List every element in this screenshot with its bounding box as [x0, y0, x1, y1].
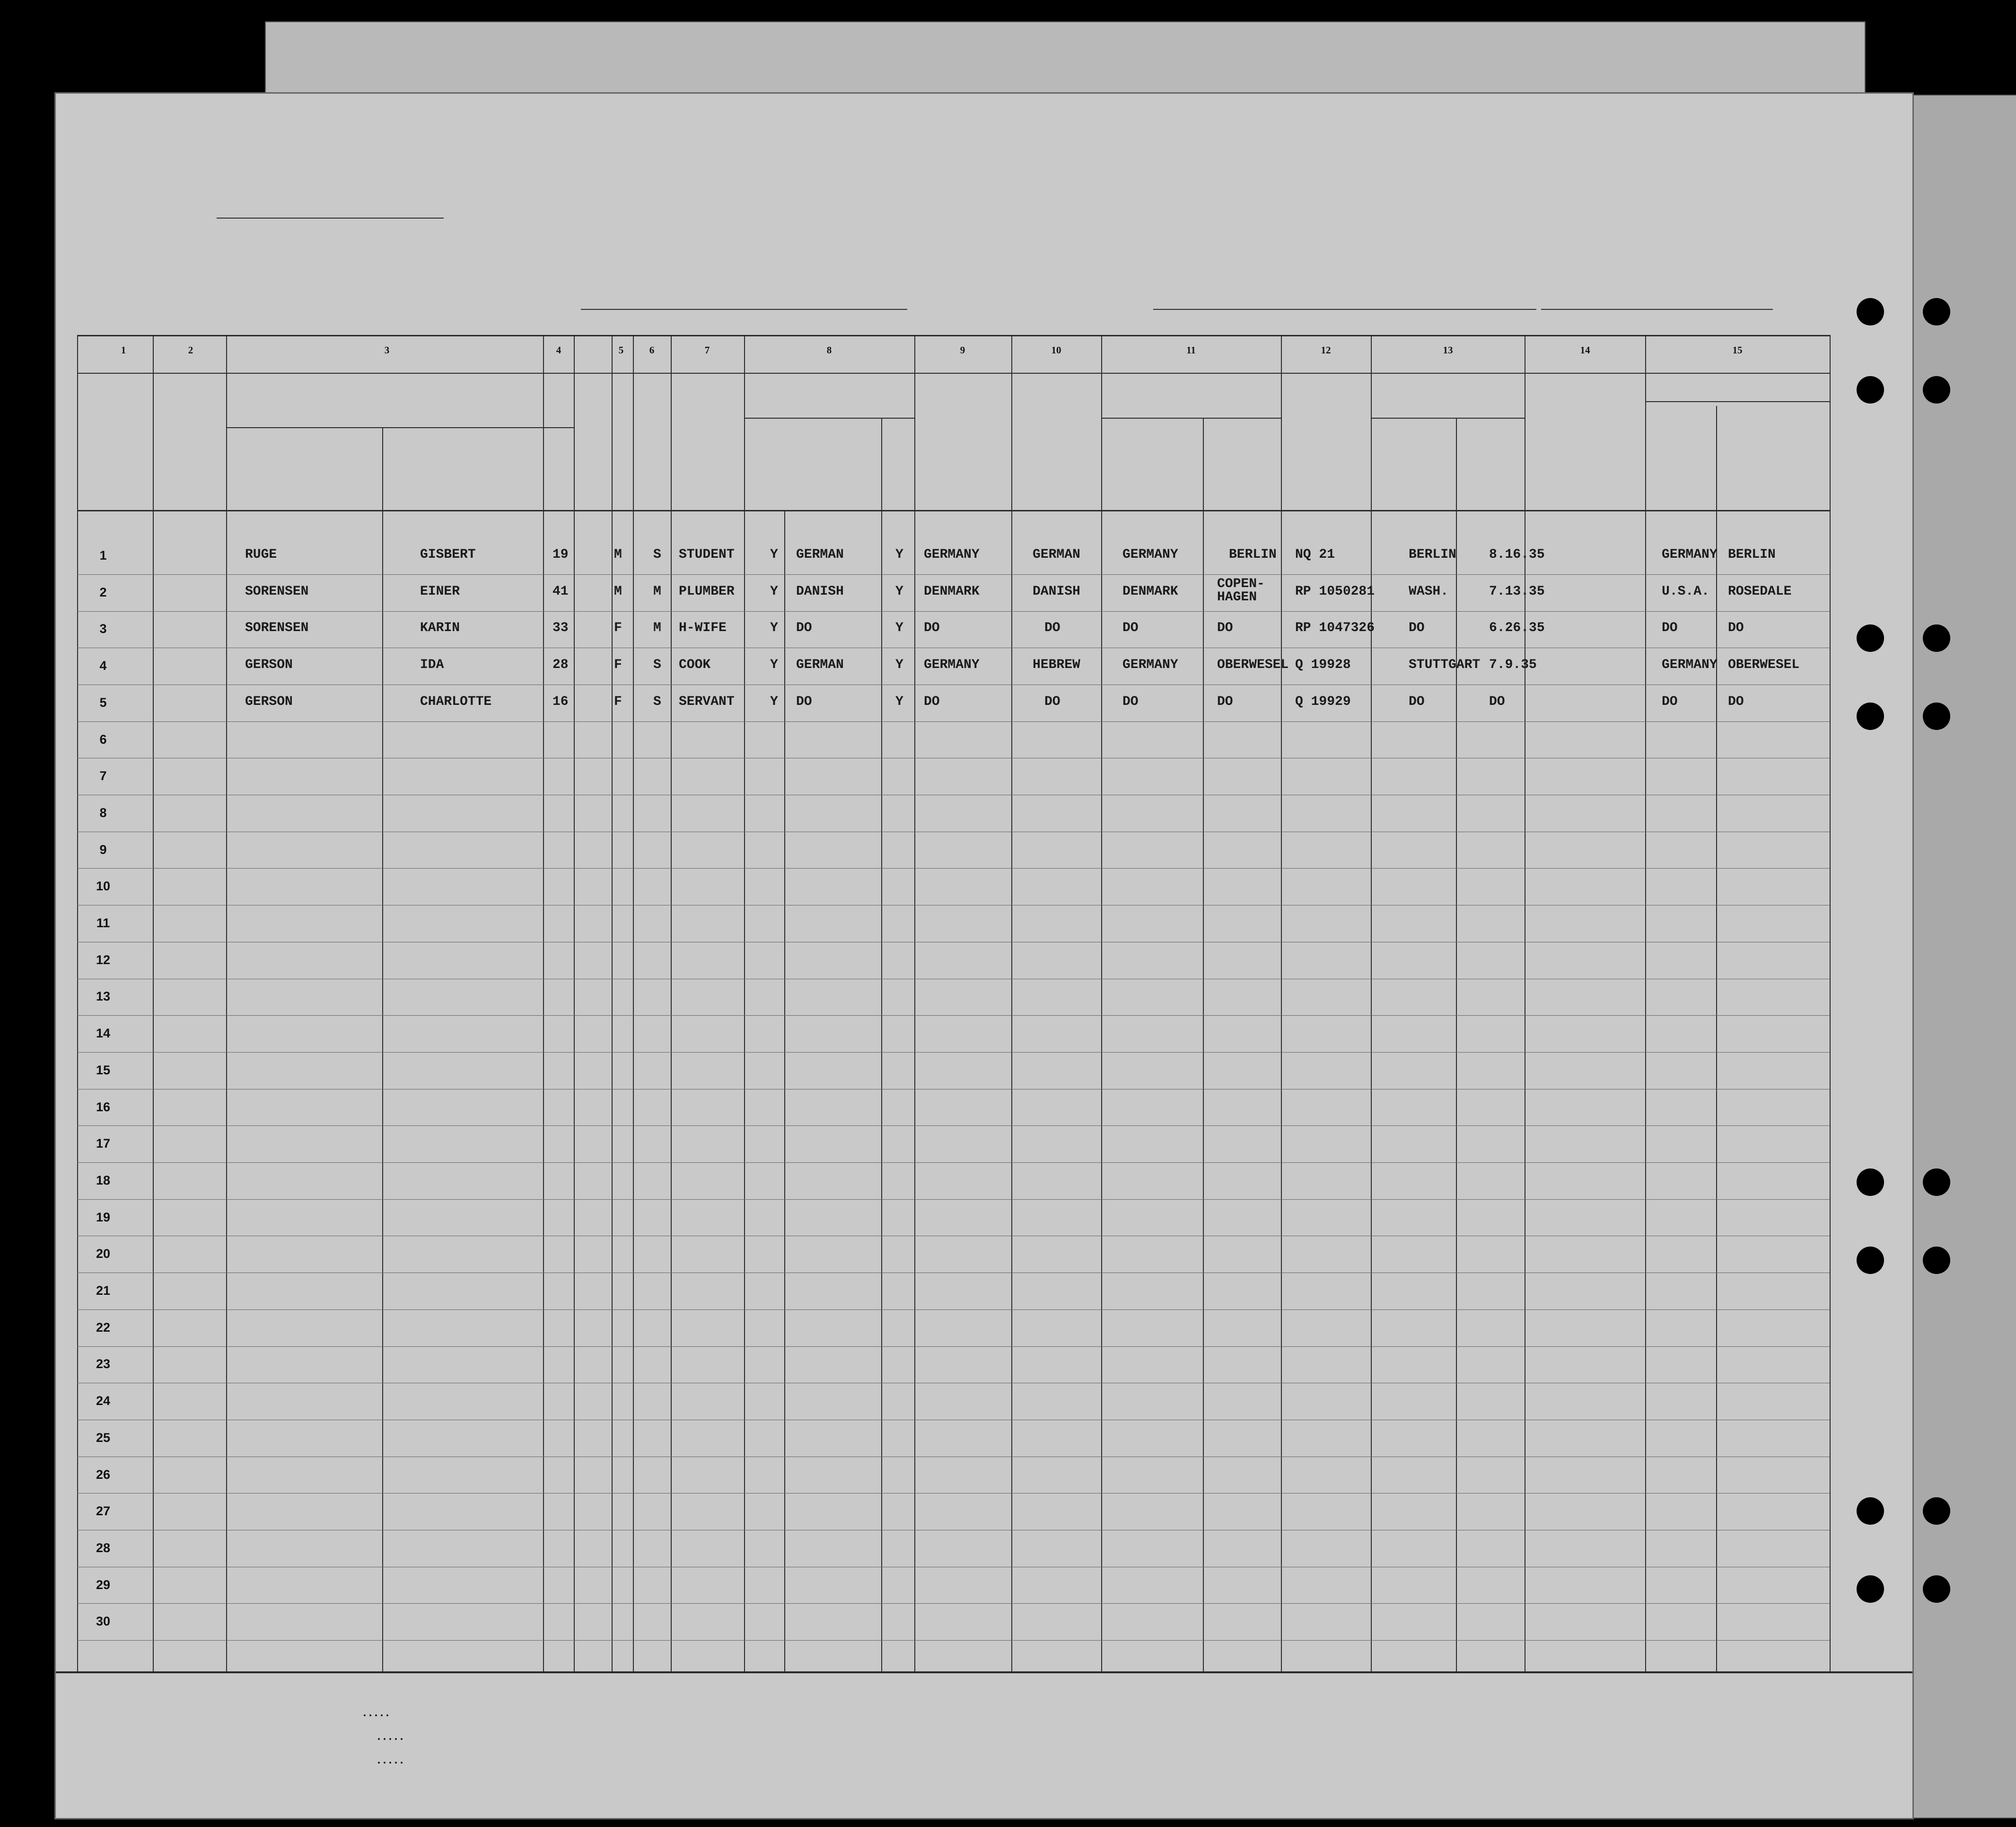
passenger-issued-place: DO: [1409, 694, 1425, 709]
passenger-nationality: GERMANY: [924, 658, 980, 673]
passenger-write: Y: [895, 658, 903, 673]
row-number: 1: [99, 548, 107, 562]
table-subheader-line: [226, 427, 543, 428]
passenger-issued-date: 7.13.35: [1489, 584, 1545, 599]
passenger-birth-city: BERLIN: [1229, 547, 1277, 562]
passenger-res-country: DO: [1662, 694, 1678, 709]
table-subheader-line: [543, 427, 574, 428]
passenger-issued-place: WASH.: [1409, 584, 1449, 599]
passenger-language: DO: [796, 694, 812, 709]
passenger-res-country: U.S.A.: [1662, 584, 1709, 599]
row-number: 3: [99, 622, 107, 636]
row-number: 20: [96, 1247, 111, 1261]
binder-hole: [1923, 1168, 1950, 1196]
table-row-line: [77, 611, 1830, 612]
binder-hole: [1857, 703, 1884, 730]
column-number: 6: [649, 344, 655, 356]
passenger-language: GERMAN: [796, 547, 844, 562]
passenger-given: CHARLOTTE: [420, 694, 492, 709]
table-column-line: [543, 335, 544, 1671]
passenger-write: Y: [895, 621, 903, 636]
table-column-line: [1281, 335, 1282, 1671]
passenger-birth-city: DO: [1217, 694, 1233, 709]
passenger-marital: S: [653, 694, 661, 709]
passenger-age: 16: [552, 694, 569, 709]
row-number: 28: [96, 1540, 111, 1555]
passenger-nationality: DO: [924, 621, 940, 636]
passenger-occupation: H-WIFE: [679, 621, 727, 636]
table-row-line: [77, 1162, 1830, 1163]
table-subheader-line: [744, 418, 914, 419]
passenger-race: DO: [1044, 621, 1061, 636]
row-number: 13: [96, 989, 111, 1004]
table-column-line: [612, 335, 613, 1671]
passenger-occupation: PLUMBER: [679, 584, 735, 599]
passenger-language: DANISH: [796, 584, 844, 599]
passenger-race: HEBREW: [1033, 658, 1080, 673]
column-number: 10: [1051, 344, 1061, 356]
row-number: 24: [96, 1394, 111, 1408]
table-subheader-line: [1101, 418, 1281, 419]
row-number: 4: [99, 659, 107, 673]
passenger-birth-country: GERMANY: [1122, 658, 1178, 673]
table-subcolumn-line: [382, 427, 383, 510]
row-number: 7: [99, 769, 107, 783]
passenger-sex: F: [614, 621, 622, 636]
table-column-line: [1101, 335, 1102, 1671]
table-row-line: [77, 574, 1830, 575]
row-number: 5: [99, 695, 107, 710]
binder-hole: [1923, 376, 1950, 404]
total-passengers-dots: . . . . .: [363, 1707, 389, 1719]
passenger-write: Y: [895, 547, 903, 562]
table-row-line: [77, 1052, 1830, 1053]
table-subcolumn-line: [1456, 418, 1457, 510]
passenger-visa: Q 19929: [1295, 694, 1351, 709]
binder-hole: [1923, 703, 1950, 730]
binder-hole: [1923, 1247, 1950, 1274]
aliens-dots: . . . . .: [377, 1754, 403, 1766]
passenger-family: RUGE: [245, 547, 277, 562]
passenger-sex: M: [614, 547, 622, 562]
table-row-line: [77, 1640, 1830, 1641]
passenger-res-city: BERLIN: [1728, 547, 1776, 562]
passenger-read: Y: [770, 547, 778, 562]
table-column-number-line: [77, 373, 1830, 374]
table-subcolumn-line: [1203, 418, 1204, 510]
passenger-birth-city: DO: [1217, 621, 1233, 636]
row-number: 16: [96, 1099, 111, 1114]
passenger-visa: NQ 21: [1295, 547, 1335, 562]
binder-hole: [1857, 376, 1884, 404]
passenger-birth-country: GERMANY: [1122, 547, 1178, 562]
row-number: 30: [96, 1614, 111, 1629]
table-row-line: [77, 1199, 1830, 1200]
binder-hole: [1923, 624, 1950, 652]
passenger-visa: Q 19928: [1295, 658, 1351, 673]
passenger-nationality: DENMARK: [924, 584, 980, 599]
table-subheader-line: [1371, 418, 1525, 419]
row-number: 2: [99, 585, 107, 599]
manifest-sheet: [54, 92, 1914, 1819]
passenger-occupation: SERVANT: [679, 694, 735, 709]
passenger-nationality: GERMANY: [924, 547, 980, 562]
passenger-age: 19: [552, 547, 569, 562]
column-number: 4: [556, 344, 561, 356]
passenger-age: 33: [552, 621, 569, 636]
passenger-occupation: COOK: [679, 658, 711, 673]
table-row-line: [77, 721, 1830, 722]
column-number: 8: [826, 344, 832, 356]
passenger-write: Y: [895, 694, 903, 709]
passenger-given: EINER: [420, 584, 460, 599]
row-number: 19: [96, 1210, 111, 1224]
table-subcolumn-line: [881, 418, 882, 510]
passenger-birth-city: OBERWESEL: [1217, 658, 1289, 673]
column-number: 2: [188, 344, 193, 356]
row-number: 8: [99, 805, 107, 820]
passenger-family: SORENSEN: [245, 584, 309, 599]
passenger-res-country: GERMANY: [1662, 658, 1718, 673]
passenger-res-city: DO: [1728, 621, 1744, 636]
passenger-issued-date: 8.16.35: [1489, 547, 1545, 562]
passenger-occupation: STUDENT: [679, 547, 735, 562]
passenger-issued-date: 7.9.35: [1489, 658, 1537, 673]
row-number: 22: [96, 1320, 111, 1335]
passenger-issued-place: STUTTGART: [1409, 658, 1481, 673]
passenger-family: GERSON: [245, 658, 293, 673]
column-number: 15: [1732, 344, 1743, 356]
binder-hole: [1857, 1168, 1884, 1196]
table-subcolumn-line: [744, 418, 745, 510]
passenger-given: KARIN: [420, 621, 460, 636]
column-number: 3: [384, 344, 390, 356]
passenger-issued-date: DO: [1489, 694, 1505, 709]
table-subheader-line: [1645, 401, 1830, 402]
row-number: 6: [99, 732, 107, 747]
column-number: 11: [1186, 344, 1196, 356]
passenger-marital: S: [653, 547, 661, 562]
passenger-res-city: DO: [1728, 694, 1744, 709]
table-header-bottom-line: [77, 510, 1830, 511]
row-number: 26: [96, 1467, 111, 1482]
passenger-race: DO: [1044, 694, 1061, 709]
passenger-given: GISBERT: [420, 547, 476, 562]
passenger-marital: S: [653, 658, 661, 673]
binder-hole: [1857, 624, 1884, 652]
passenger-sex: F: [614, 694, 622, 709]
binder-hole: [1857, 1575, 1884, 1603]
passenger-write: Y: [895, 584, 903, 599]
passenger-age: 28: [552, 658, 569, 673]
row-number: 10: [96, 879, 111, 894]
passenger-read: Y: [770, 658, 778, 673]
passenger-nationality: DO: [924, 694, 940, 709]
passenger-family: GERSON: [245, 694, 293, 709]
passenger-birth-country: DO: [1122, 694, 1139, 709]
passenger-res-city: OBERWESEL: [1728, 658, 1800, 673]
table-column-line: [153, 335, 154, 1671]
passenger-issued-date: 6.26.35: [1489, 621, 1545, 636]
binder-hole: [1923, 1497, 1950, 1525]
passenger-visa: RP 1050281: [1295, 584, 1375, 599]
column-number: 12: [1321, 344, 1331, 356]
passenger-language: GERMAN: [796, 658, 844, 673]
table-column-line: [1830, 335, 1831, 1671]
table-row-line: [77, 1309, 1830, 1310]
table-column-line: [914, 335, 915, 1671]
row-number: 12: [96, 952, 111, 967]
table-subcolumn-line: [574, 427, 575, 510]
background-sheet: [1897, 95, 2016, 1818]
passenger-birth-country: DENMARK: [1122, 584, 1178, 599]
table-row-line: [77, 1603, 1830, 1604]
column-number: 14: [1580, 344, 1590, 356]
binder-hole: [1923, 1575, 1950, 1603]
table-top-line: [77, 335, 1830, 336]
passenger-marital: M: [653, 584, 661, 599]
passenger-sex: F: [614, 658, 622, 673]
table-bottom-line: [56, 1671, 1912, 1673]
passenger-family: SORENSEN: [245, 621, 309, 636]
table-column-line: [671, 335, 672, 1671]
column-number: 9: [960, 344, 965, 356]
passenger-read: Y: [770, 584, 778, 599]
row-number: 15: [96, 1063, 111, 1077]
passenger-res-country: DO: [1662, 621, 1678, 636]
row-number: 9: [99, 842, 107, 857]
row-number: 29: [96, 1577, 111, 1592]
column-number: 13: [1443, 344, 1453, 356]
binder-hole: [1857, 1497, 1884, 1525]
passenger-read: Y: [770, 694, 778, 709]
column-number: 7: [704, 344, 710, 356]
passenger-language: DO: [796, 621, 812, 636]
passenger-marital: M: [653, 621, 661, 636]
table-row-line: [77, 868, 1830, 869]
table-row-line: [77, 1015, 1830, 1016]
binder-hole: [1857, 298, 1884, 325]
passenger-issued-place: DO: [1409, 621, 1425, 636]
table-column-line: [744, 335, 745, 1671]
binder-hole: [1923, 298, 1950, 325]
table-row-line: [77, 1346, 1830, 1347]
row-number: 11: [96, 916, 110, 930]
row-number: 21: [96, 1283, 111, 1298]
row-number: 17: [96, 1136, 111, 1151]
passenger-issued-place: BERLIN: [1409, 547, 1456, 562]
table-column-line: [1011, 335, 1012, 1671]
passenger-age: 41: [552, 584, 569, 599]
row-number: 27: [96, 1504, 111, 1519]
us-citizens-dots: . . . . .: [377, 1730, 403, 1743]
column-number: 5: [618, 344, 624, 356]
column-number: 1: [121, 344, 126, 356]
table-column-line: [1371, 335, 1372, 1671]
passenger-birth-city: COPEN- HAGEN: [1217, 576, 1265, 605]
passenger-race: DANISH: [1033, 584, 1080, 599]
passenger-birth-country: DO: [1122, 621, 1139, 636]
passenger-read: Y: [770, 621, 778, 636]
table-column-line: [1645, 335, 1646, 1671]
row-number: 18: [96, 1173, 111, 1187]
passenger-res-city: ROSEDALE: [1728, 584, 1792, 599]
row-number: 23: [96, 1357, 111, 1371]
table-column-line: [226, 335, 227, 1671]
row-number: 25: [96, 1430, 111, 1445]
row-number: 14: [96, 1026, 111, 1041]
table-column-line: [633, 335, 634, 1671]
table-row-line: [77, 1125, 1830, 1126]
passenger-visa: RP 1047326: [1295, 621, 1375, 636]
passenger-race: GERMAN: [1033, 547, 1080, 562]
binder-hole: [1857, 1247, 1884, 1274]
passenger-given: IDA: [420, 658, 444, 673]
table-subcolumn-line: [1716, 406, 1717, 510]
passenger-sex: M: [614, 584, 622, 599]
passenger-res-country: GERMANY: [1662, 547, 1718, 562]
